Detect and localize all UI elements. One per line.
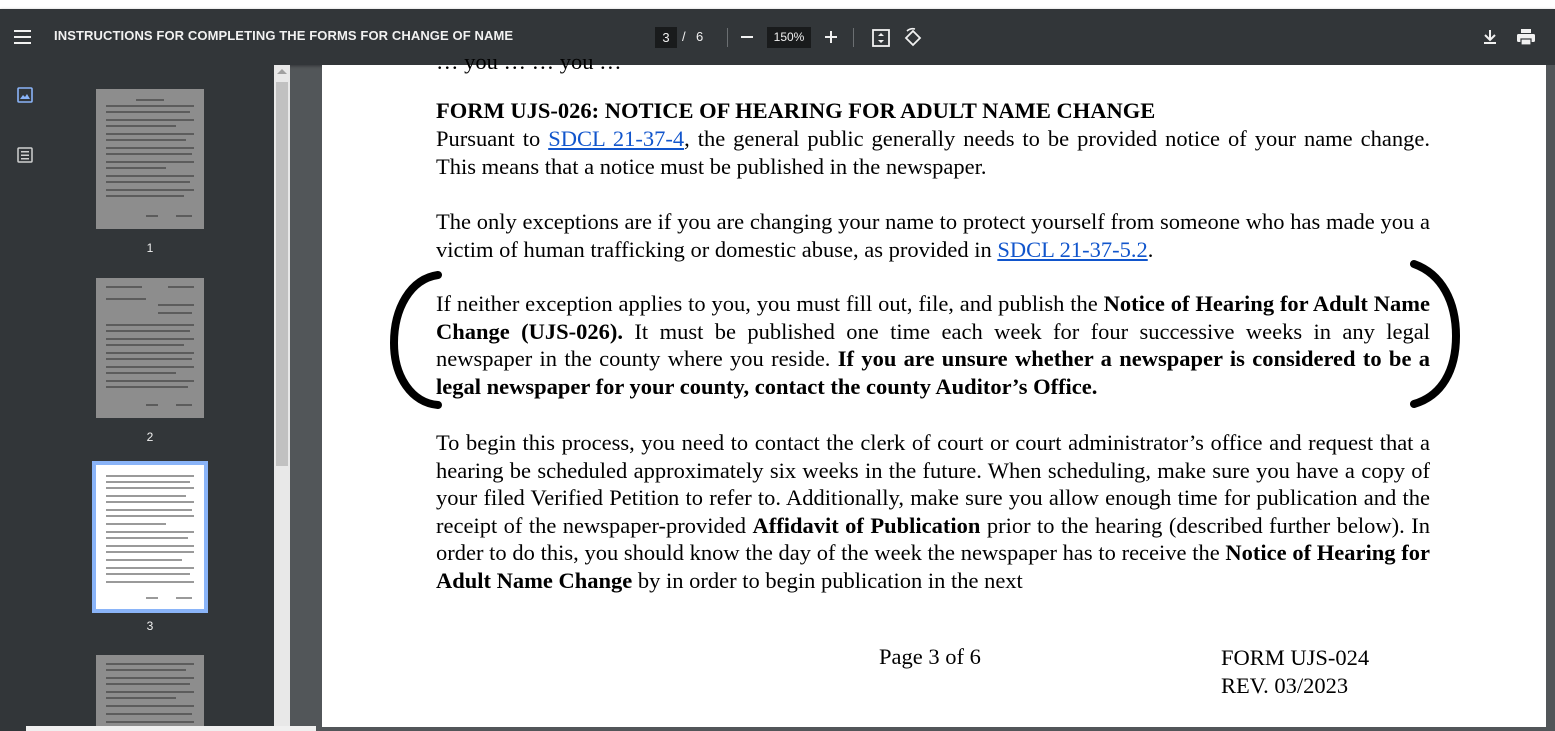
section-heading: FORM UJS-026: NOTICE OF HEARING FOR ADULT NAME CHANGE <box>436 98 1156 123</box>
page-separator: / <box>682 29 686 44</box>
thumbnail-label: 3 <box>146 619 154 633</box>
current-page-input[interactable]: 3 <box>655 27 677 48</box>
page-thumbnail-2[interactable] <box>96 278 204 418</box>
paragraph-4: To begin this process, you need to contact the clerk of court or court administrator’s office and request that a hearing be scheduled approximately six weeks in the future. When scheduling, make sure you have a copy of your filed Verified Petition to refer to. Additionally, make sure you allow enough time for publication and the receipt of the newspaper-provided Affidavit of Publication prior to the hearing (described further below). In order to do this, you should know the day of the week the newspaper has to receive the Notice of Hearing for Adult Name Change by in order to begin publication in the next <box>436 430 1430 593</box>
page-thumbnail-4[interactable] <box>96 655 204 731</box>
total-pages: 6 <box>696 29 704 44</box>
pdf-page <box>322 49 1546 727</box>
menu-icon[interactable] <box>12 25 34 49</box>
paragraph-3: If neither exception applies to you, you must fill out, file, and publish the Notice of Hearing for Adult Name Change (UJS-026). It must be published one time each week for four successive weeks in any legal newspaper in the county where you reside. If you are unsure whether a newspaper is considered to be a legal newspaper for your county, contact the county Auditor’s Office. <box>436 291 1431 399</box>
viewer-right-gutter <box>1546 65 1555 731</box>
page-footer-number: Page 3 of 6 <box>879 644 981 669</box>
print-icon[interactable] <box>1515 27 1537 47</box>
outline-icon[interactable] <box>16 146 34 164</box>
zoom-in-icon[interactable] <box>821 25 841 49</box>
rotate-icon[interactable] <box>902 27 924 49</box>
paragraph-2: The only exceptions are if you are changing your name to protect yourself from someone who has made you a victim of human trafficking or domestic abuse, as provided in SDCL 21-37-5.2. <box>436 209 1430 262</box>
toolbar-divider <box>853 28 854 47</box>
page-thumbnail-1[interactable] <box>96 89 204 229</box>
paragraph-1: Pursuant to SDCL 21-37-4, the general public generally needs to be provided notice of your name change. This means that a notice must be published in the newspaper. <box>436 126 1430 179</box>
cut-off-line: … you … … you … <box>436 49 622 74</box>
window-top-strip <box>0 0 1555 9</box>
pdf-toolbar <box>0 9 1555 65</box>
thumbnail-label: 2 <box>146 430 154 444</box>
scroll-up-icon[interactable] <box>277 69 287 74</box>
fit-page-icon[interactable] <box>871 28 891 48</box>
sdcl-21-37-4-link[interactable]: SDCL 21-37-4 <box>548 126 685 151</box>
thumbnail-label: 1 <box>146 241 154 255</box>
sidebar-scrollbar-thumb[interactable] <box>276 82 288 466</box>
download-icon[interactable] <box>1480 27 1500 47</box>
zoom-out-icon[interactable] <box>737 25 757 49</box>
horizontal-scrollbar[interactable] <box>26 726 316 731</box>
zoom-level-input[interactable]: 150% <box>767 27 811 48</box>
thumbnails-icon[interactable] <box>16 86 34 104</box>
sdcl-21-37-5-2-link[interactable]: SDCL 21-37-5.2 <box>997 236 1148 262</box>
page-thumbnail-3[interactable] <box>96 465 204 609</box>
document-title: INSTRUCTIONS FOR COMPLETING THE FORMS FOR CHANGE OF NAME <box>54 28 514 43</box>
toolbar-divider <box>727 28 728 47</box>
page-footer-form: FORM UJS-024 REV. 03/2023 <box>1221 645 1370 698</box>
